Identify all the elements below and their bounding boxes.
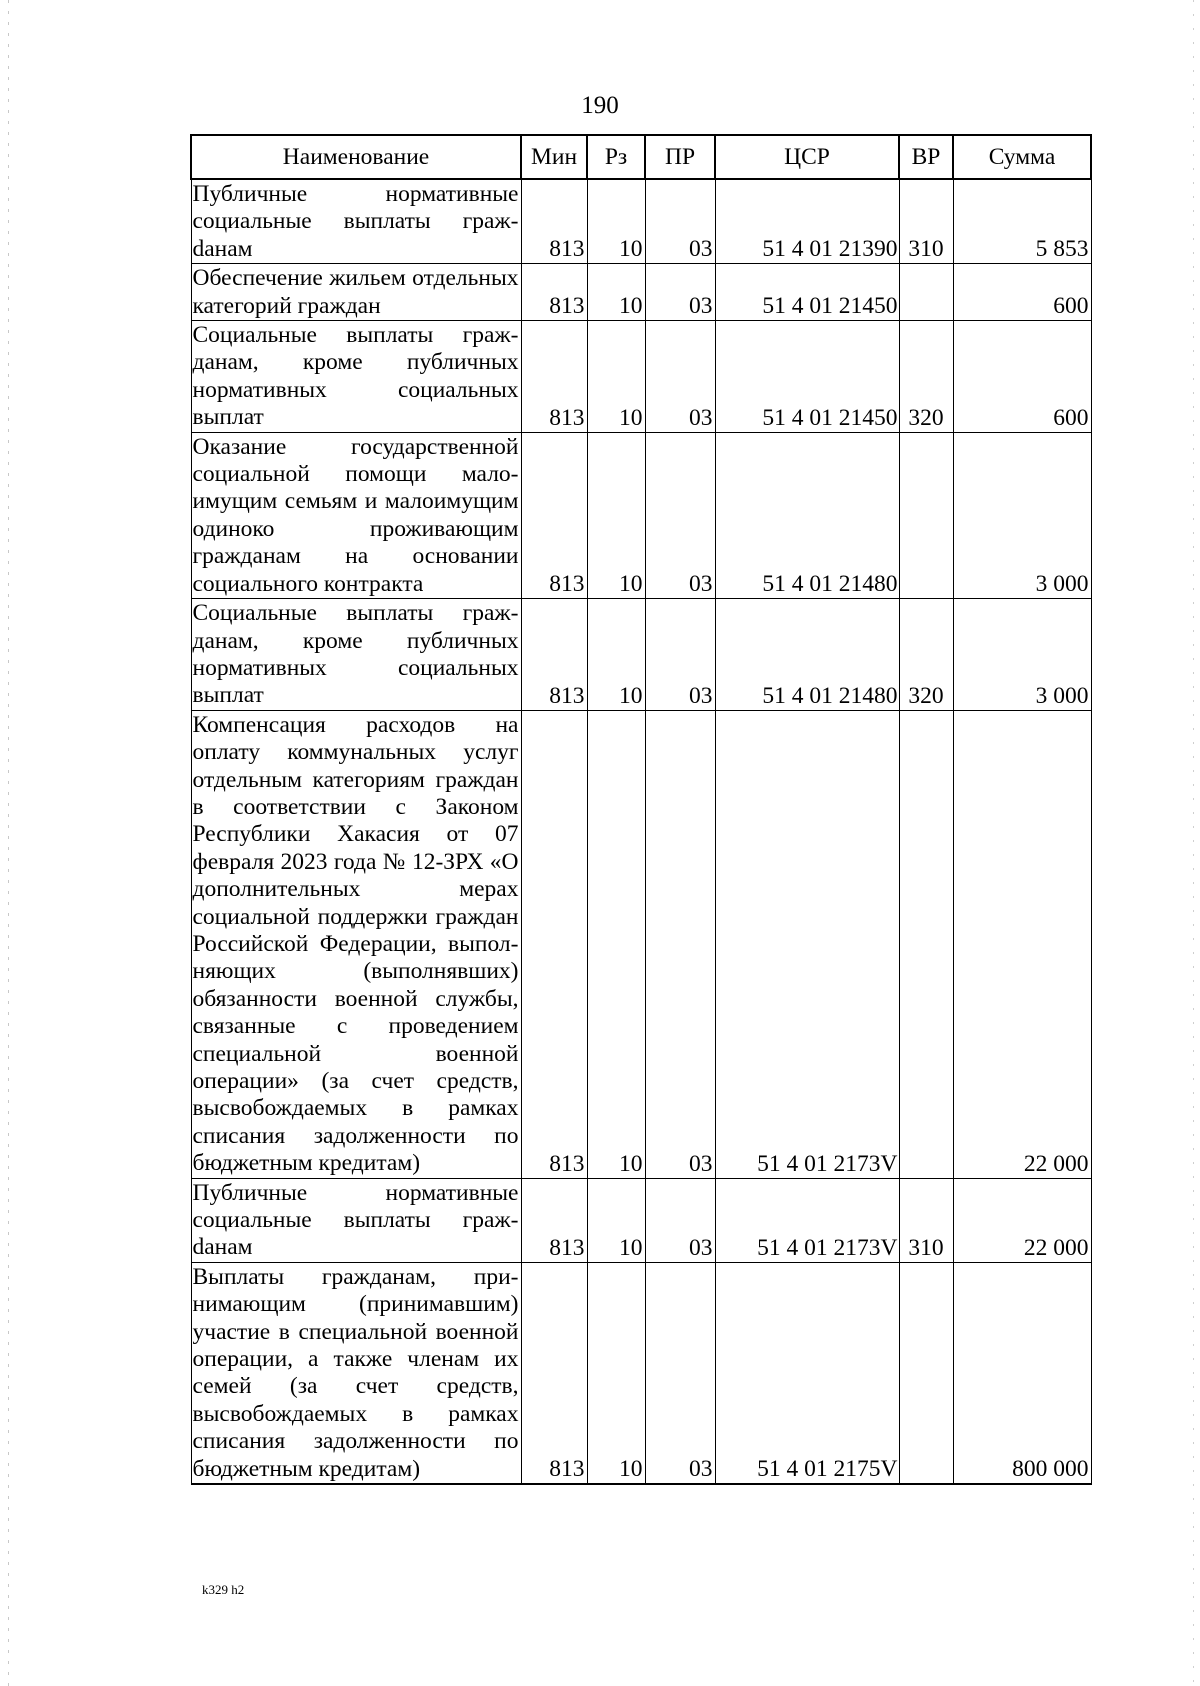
cell-rz: 10 [587,321,645,433]
header-name: Наименование [191,135,521,179]
cell-csr: 51 4 01 2173V [715,1178,899,1262]
header-row [191,135,1091,179]
table-row [191,321,1091,433]
cell-csr: 51 4 01 21450 [715,321,899,433]
table-row [191,710,1091,1178]
cell-pr: 03 [645,1262,715,1484]
cell-pr: 03 [645,264,715,321]
cell-sum: 3 000 [953,432,1091,598]
page-number: 190 [581,92,619,119]
scan-edge-left [8,0,9,1686]
cell-sum: 600 [953,321,1091,433]
cell-sum: 22 000 [953,710,1091,1178]
cell-min: 813 [521,1262,587,1484]
header-pr: ПР [645,135,715,179]
cell-name: Публичные нормативные социальные выплаты гражdанам [191,179,521,264]
cell-vr: 320 [899,599,953,711]
cell-min: 813 [521,179,587,264]
cell-vr: 320 [899,321,953,433]
cell-min: 813 [521,710,587,1178]
table-row [191,1178,1091,1262]
cell-name: Оказание государственной социальной помощи малоимущим семьям и малоимущим одиноко проживающим гражданам на основании социального контракта [191,432,521,598]
cell-min: 813 [521,432,587,598]
table-row [191,1262,1091,1484]
cell-rz: 10 [587,1262,645,1484]
cell-csr: 51 4 01 2173V [715,710,899,1178]
cell-min: 813 [521,599,587,711]
cell-min: 813 [521,321,587,433]
cell-pr: 03 [645,599,715,711]
header-sum: Сумма [953,135,1091,179]
cell-vr: 310 [899,1178,953,1262]
cell-sum: 3 000 [953,599,1091,711]
table-body [191,179,1091,1484]
scan-edge-right [1193,0,1194,1686]
cell-min: 813 [521,264,587,321]
cell-name: Обеспечение жильем отдельных категорий граждан [191,264,521,321]
cell-min: 813 [521,1178,587,1262]
table-row [191,264,1091,321]
cell-csr: 51 4 01 21450 [715,264,899,321]
cell-sum: 800 000 [953,1262,1091,1484]
cell-vr [899,1262,953,1484]
cell-rz: 10 [587,179,645,264]
cell-name: Социальные выплаты гражданам, кроме публичных нормативных социальных выплат [191,321,521,433]
cell-vr [899,432,953,598]
footer-code: k329 h2 [202,1582,245,1597]
budget-table [190,134,1092,1485]
cell-pr: 03 [645,179,715,264]
cell-pr: 03 [645,710,715,1178]
cell-rz: 10 [587,710,645,1178]
cell-vr [899,264,953,321]
cell-csr: 51 4 01 21480 [715,599,899,711]
table-row [191,599,1091,711]
cell-rz: 10 [587,599,645,711]
table-row [191,432,1091,598]
header-csr: ЦСР [715,135,899,179]
table-header [191,135,1091,179]
cell-name: Выплаты гражданам, принимающим (принимавшим) участие в специальной военной операции, а также членам их семей (за счет средств, высвобождаемых в рамках списания задолженности по бюджетным кредитам) [191,1262,521,1484]
cell-sum: 600 [953,264,1091,321]
cell-name: Социальные выплаты гражданам, кроме публичных нормативных социальных выплат [191,599,521,711]
cell-name: Публичные нормативные социальные выплаты гражdанам [191,1178,521,1262]
header-rz: Рз [587,135,645,179]
cell-pr: 03 [645,321,715,433]
cell-pr: 03 [645,432,715,598]
cell-vr: 310 [899,179,953,264]
cell-sum: 22 000 [953,1178,1091,1262]
table-row [191,179,1091,264]
header-vr: ВР [899,135,953,179]
cell-rz: 10 [587,1178,645,1262]
cell-vr [899,710,953,1178]
cell-name: Компенсация расходов на оплату коммунальных услуг отдельным категориям граждан в соответствии с Законом Республики Хакасия от 07 февраля 2023 года № 12-ЗРХ «О дополнительных мерах социальной поддержки граждан Российской Федерации, выполняющих (выполнявших) обязанности военной службы, связанные с проведением специальной военной операции» (за счет средств, высвобождаемых в рамках списания задолженности по бюджетным кредитам) [191,710,521,1178]
cell-rz: 10 [587,264,645,321]
cell-csr: 51 4 01 2175V [715,1262,899,1484]
header-min: Мин [521,135,587,179]
cell-sum: 5 853 [953,179,1091,264]
cell-pr: 03 [645,1178,715,1262]
cell-csr: 51 4 01 21480 [715,432,899,598]
cell-csr: 51 4 01 21390 [715,179,899,264]
cell-rz: 10 [587,432,645,598]
